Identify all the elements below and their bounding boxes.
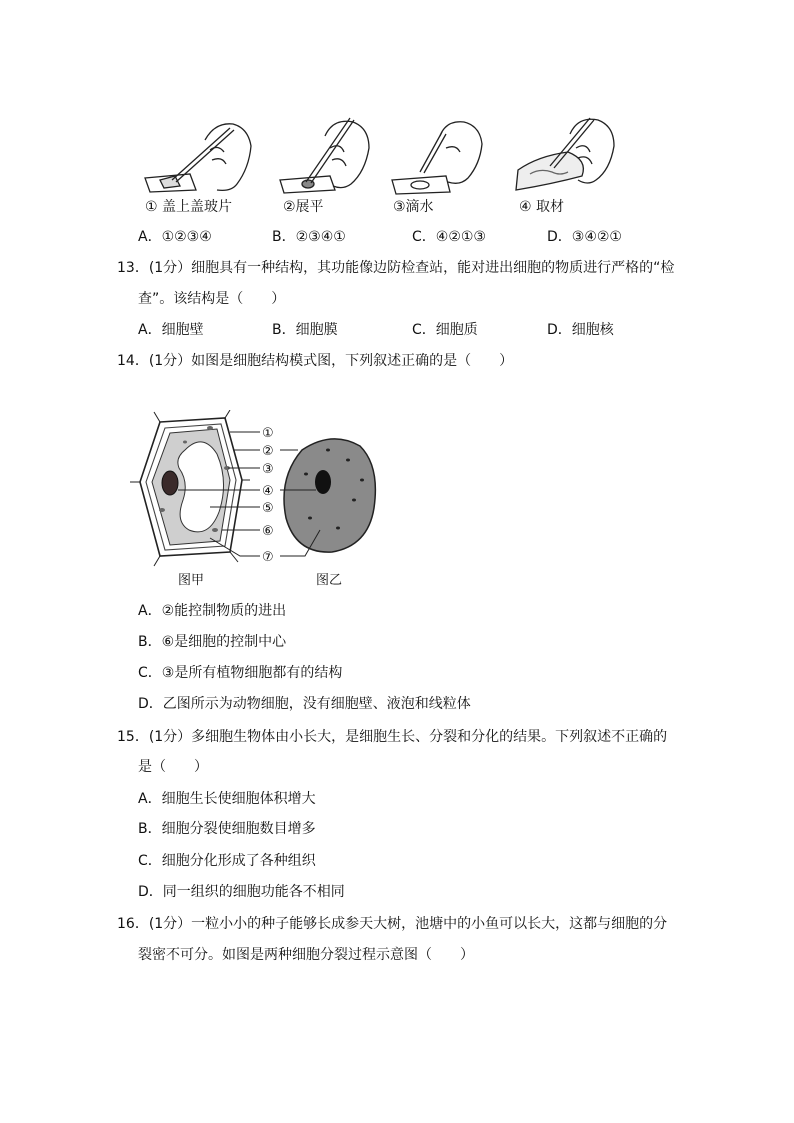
q13-option-c[interactable]: C．细胞质 — [412, 322, 478, 338]
q14-cell-figure — [130, 410, 390, 590]
label-1: ① — [262, 426, 274, 441]
step3-drawing — [392, 122, 482, 194]
step-caption-4: ④ 取材 — [519, 199, 565, 215]
label-2: ② — [262, 444, 274, 459]
q12-steps-figure — [130, 100, 630, 200]
label-4: ④ — [262, 484, 274, 499]
q15-option-d[interactable]: D．同一组织的细胞功能各不相同 — [138, 884, 345, 900]
step-caption-2: ②展平 — [283, 199, 324, 215]
q13-stem-line2: 查”。该结构是（ ） — [138, 291, 286, 307]
structure-labels — [262, 426, 274, 565]
q14-stem: 14．(1分）如图是细胞结构模式图，下列叙述正确的是（ ） — [117, 353, 514, 369]
caption-figure-a: 图甲 — [178, 573, 205, 588]
q13-option-b[interactable]: B．细胞膜 — [272, 322, 338, 338]
q12-option-c[interactable]: C．④②①③ — [412, 229, 486, 245]
q14-option-c[interactable]: C．③是所有植物细胞都有的结构 — [138, 665, 343, 681]
plant-cell — [130, 410, 250, 566]
label-5: ⑤ — [262, 501, 274, 516]
q15-option-a[interactable]: A．细胞生长使细胞体积增大 — [138, 791, 316, 807]
q13-stem-line1: 13．(1分）细胞具有一种结构，其功能像边防检查站，能对进出细胞的物质进行严格的“检 — [117, 260, 675, 276]
q13-option-d[interactable]: D．细胞核 — [547, 322, 614, 338]
label-3: ③ — [262, 462, 274, 477]
q14-option-b[interactable]: B．⑥是细胞的控制中心 — [138, 634, 287, 650]
q15-stem-line2: 是（ ） — [138, 759, 208, 775]
q14-option-a[interactable]: A．②能控制物质的进出 — [138, 603, 287, 619]
q12-option-b[interactable]: B．②③④① — [272, 229, 346, 245]
step-caption-3: ③滴水 — [393, 199, 434, 215]
step-caption-1: ① 盖上盖玻片 — [145, 199, 233, 215]
animal-cell — [284, 439, 375, 552]
label-6: ⑥ — [262, 524, 274, 539]
label-7: ⑦ — [262, 550, 274, 565]
q14-option-d[interactable]: D．乙图所示为动物细胞，没有细胞壁、液泡和线粒体 — [138, 696, 471, 712]
cell-structure-diagram — [130, 410, 390, 590]
step2-drawing — [280, 118, 369, 193]
q12-option-d[interactable]: D．③④②① — [547, 229, 622, 245]
q15-stem-line1: 15．(1分）多细胞生物体由小长大，是细胞生长、分裂和分化的结果。下列叙述不正确的 — [117, 729, 668, 745]
step1-drawing — [145, 124, 251, 192]
q15-option-c[interactable]: C．细胞分化形成了各种组织 — [138, 853, 316, 869]
q15-option-b[interactable]: B．细胞分裂使细胞数目增多 — [138, 821, 316, 837]
slide-steps-illustration — [130, 100, 630, 200]
q16-stem-line2: 裂密不可分。如图是两种细胞分裂过程示意图（ ） — [138, 947, 474, 963]
q13-option-a[interactable]: A．细胞壁 — [138, 322, 204, 338]
caption-figure-b: 图乙 — [316, 573, 343, 588]
q16-stem-line1: 16．(1分）一粒小小的种子能够长成参天大树，池塘中的小鱼可以长大，这都与细胞的分 — [117, 916, 668, 932]
q12-option-a[interactable]: A．①②③④ — [138, 229, 212, 245]
step4-drawing — [516, 118, 614, 190]
